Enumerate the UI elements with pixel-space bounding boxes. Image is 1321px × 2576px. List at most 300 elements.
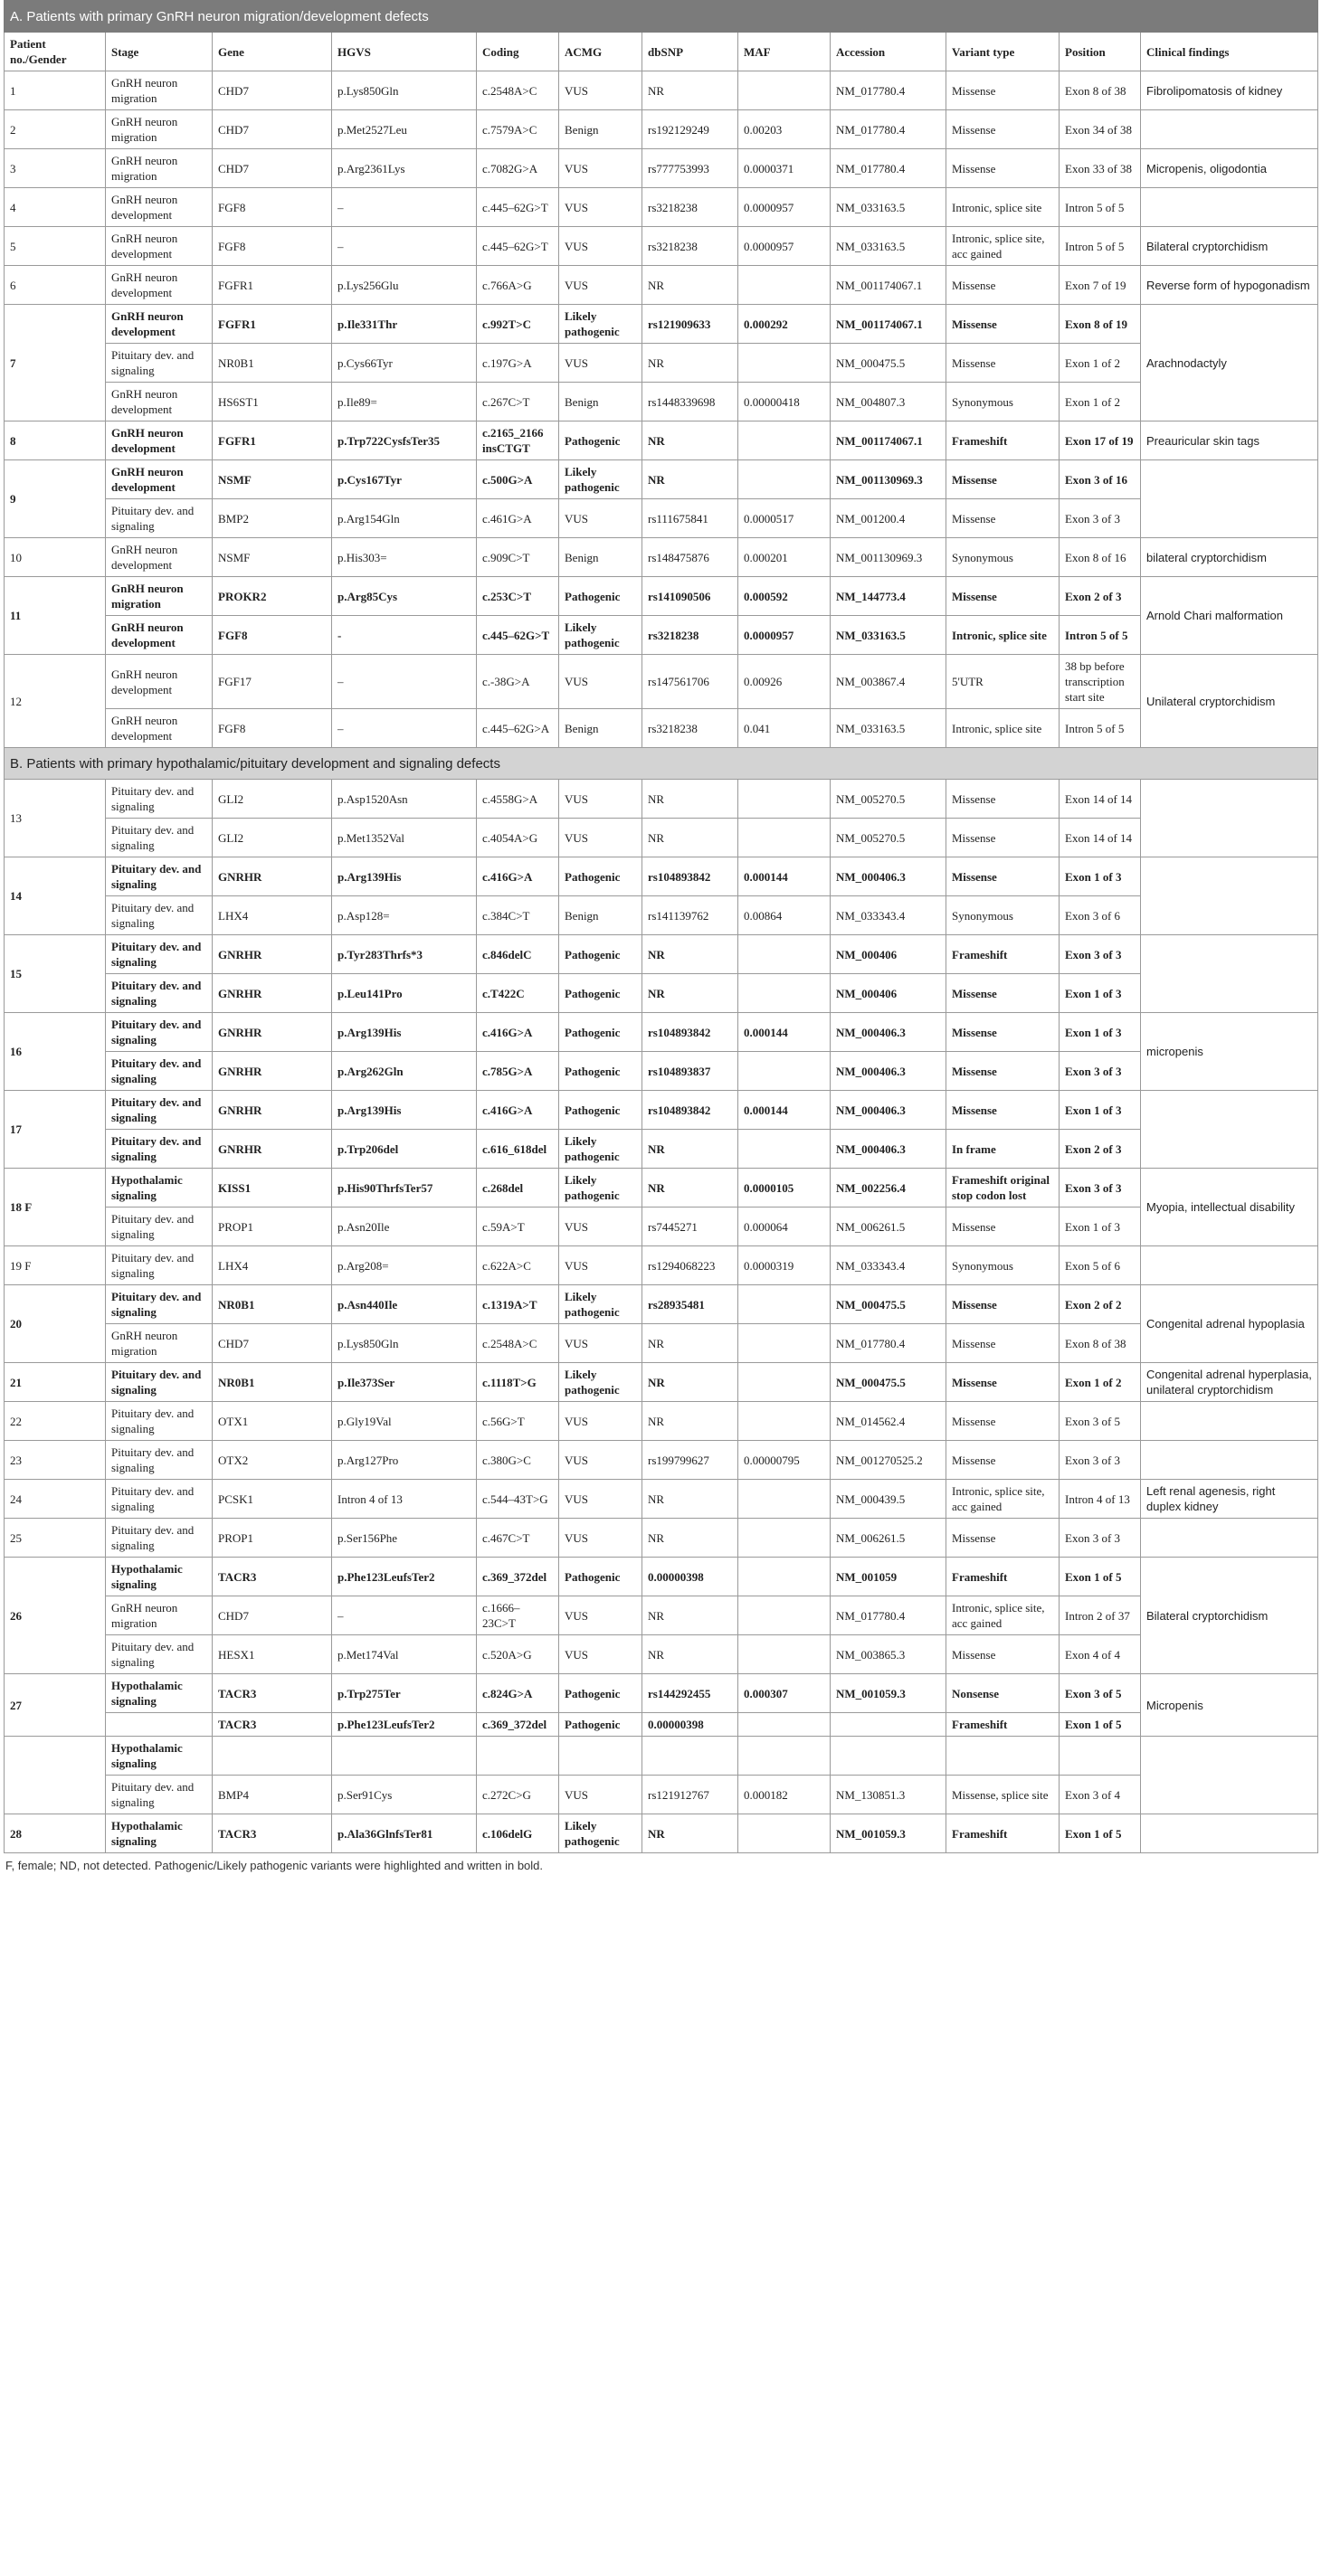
cell-variant-type: In frame xyxy=(946,1130,1060,1169)
cell-stage: Hypothalamic signaling xyxy=(106,1169,213,1208)
clinical-findings xyxy=(1141,780,1318,857)
cell-dbsnp: NR xyxy=(642,1596,738,1635)
cell-gene: PROP1 xyxy=(213,1208,332,1246)
table-row xyxy=(5,1441,1318,1480)
cell-variant-type: Missense xyxy=(946,1052,1060,1091)
cell-dbsnp: NR xyxy=(642,460,738,499)
cell-maf xyxy=(738,1130,831,1169)
cell-coding: c.785G>A xyxy=(477,1052,559,1091)
cell-acmg: VUS xyxy=(559,344,642,383)
cell-maf: 0.0000371 xyxy=(738,149,831,188)
cell-position: Exon 3 of 3 xyxy=(1060,499,1141,538)
cell-gene: CHD7 xyxy=(213,110,332,149)
patient-id: 9 xyxy=(5,460,106,538)
cell-gene: GNRHR xyxy=(213,1130,332,1169)
cell-maf: 0.00926 xyxy=(738,655,831,709)
cell-variant-type: Missense xyxy=(946,266,1060,305)
cell-acmg: Pathogenic xyxy=(559,1013,642,1052)
cell-accession xyxy=(831,1713,946,1737)
cell-position: Exon 4 of 4 xyxy=(1060,1635,1141,1674)
clinical-findings xyxy=(1141,1737,1318,1814)
cell-dbsnp: NR xyxy=(642,1363,738,1402)
cell-accession: NM_017780.4 xyxy=(831,1596,946,1635)
col-header-variant-type: Variant type xyxy=(946,33,1060,71)
cell-gene: OTX1 xyxy=(213,1402,332,1441)
cell-maf xyxy=(738,344,831,383)
cell-acmg: VUS xyxy=(559,1480,642,1519)
cell-maf: 0.000144 xyxy=(738,1091,831,1130)
cell-position: Intron 4 of 13 xyxy=(1060,1480,1141,1519)
cell-variant-type: Missense xyxy=(946,110,1060,149)
cell-maf xyxy=(738,460,831,499)
patient-id: 16 xyxy=(5,1013,106,1091)
cell-hgvs: p.Arg139His xyxy=(332,857,477,896)
cell-coding: c.2165_2166 insCTGT xyxy=(477,421,559,460)
cell-dbsnp: rs28935481 xyxy=(642,1285,738,1324)
cell-coding: c.500G>A xyxy=(477,460,559,499)
cell-position: Exon 1 of 3 xyxy=(1060,974,1141,1013)
cell-accession: NM_001174067.1 xyxy=(831,266,946,305)
cell-position: Exon 14 of 14 xyxy=(1060,819,1141,857)
cell-coding: c.T422C xyxy=(477,974,559,1013)
cell-variant-type: Missense xyxy=(946,1208,1060,1246)
cell-maf xyxy=(738,974,831,1013)
cell-dbsnp xyxy=(642,1737,738,1776)
cell-hgvs: p.Lys256Glu xyxy=(332,266,477,305)
cell-accession: NM_144773.4 xyxy=(831,577,946,616)
cell-gene: NR0B1 xyxy=(213,1285,332,1324)
cell-coding: c.824G>A xyxy=(477,1674,559,1713)
table-row xyxy=(5,577,1318,616)
cell-accession: NM_001059 xyxy=(831,1558,946,1596)
cell-dbsnp: rs192129249 xyxy=(642,110,738,149)
cell-stage: Pituitary dev. and signaling xyxy=(106,1363,213,1402)
clinical-findings: Reverse form of hypogonadism xyxy=(1141,266,1318,305)
cell-hgvs: p.Lys850Gln xyxy=(332,1324,477,1363)
cell-gene: GNRHR xyxy=(213,1052,332,1091)
cell-gene: CHD7 xyxy=(213,149,332,188)
cell-coding: c.7082G>A xyxy=(477,149,559,188)
cell-maf: 0.000292 xyxy=(738,305,831,344)
cell-acmg: VUS xyxy=(559,819,642,857)
cell-coding: c.909C>T xyxy=(477,538,559,577)
cell-coding: c.1118T>G xyxy=(477,1363,559,1402)
cell-gene xyxy=(213,1737,332,1776)
cell-acmg: VUS xyxy=(559,499,642,538)
cell-variant-type: Synonymous xyxy=(946,383,1060,421)
cell-coding: c.384C>T xyxy=(477,896,559,935)
cell-stage: GnRH neuron development xyxy=(106,655,213,709)
cell-acmg: VUS xyxy=(559,1596,642,1635)
table-row xyxy=(5,227,1318,266)
cell-accession: NM_033343.4 xyxy=(831,1246,946,1285)
cell-variant-type: 5'UTR xyxy=(946,655,1060,709)
cell-coding: c.2548A>C xyxy=(477,1324,559,1363)
cell-dbsnp: NR xyxy=(642,1519,738,1558)
cell-dbsnp: NR xyxy=(642,1169,738,1208)
cell-gene: GLI2 xyxy=(213,780,332,819)
cell-coding: c.992T>C xyxy=(477,305,559,344)
cell-gene: NR0B1 xyxy=(213,1363,332,1402)
cell-coding: c.1666–23C>T xyxy=(477,1596,559,1635)
cell-variant-type: Missense xyxy=(946,974,1060,1013)
cell-position: Exon 7 of 19 xyxy=(1060,266,1141,305)
table-row xyxy=(5,421,1318,460)
table-row xyxy=(5,149,1318,188)
cell-stage: GnRH neuron development xyxy=(106,383,213,421)
patient-id: 18 F xyxy=(5,1169,106,1246)
clinical-findings: Fibrolipomatosis of kidney xyxy=(1141,71,1318,110)
cell-hgvs: p.Ser91Cys xyxy=(332,1776,477,1814)
cell-gene: TACR3 xyxy=(213,1713,332,1737)
cell-gene: CHD7 xyxy=(213,1596,332,1635)
cell-acmg: Pathogenic xyxy=(559,1052,642,1091)
cell-acmg: Likely pathogenic xyxy=(559,1130,642,1169)
clinical-findings xyxy=(1141,460,1318,538)
cell-variant-type: Missense xyxy=(946,344,1060,383)
cell-hgvs: p.Arg127Pro xyxy=(332,1441,477,1480)
cell-stage: Pituitary dev. and signaling xyxy=(106,499,213,538)
cell-variant-type: Synonymous xyxy=(946,896,1060,935)
cell-hgvs: p.Trp722CysfsTer35 xyxy=(332,421,477,460)
cell-gene: FGFR1 xyxy=(213,421,332,460)
cell-gene: HS6ST1 xyxy=(213,383,332,421)
table-row xyxy=(5,1324,1318,1363)
cell-gene: OTX2 xyxy=(213,1441,332,1480)
page xyxy=(4,0,1317,1878)
cell-stage: GnRH neuron development xyxy=(106,460,213,499)
cell-position: Intron 5 of 5 xyxy=(1060,709,1141,748)
cell-hgvs: p.Met174Val xyxy=(332,1635,477,1674)
cell-coding: c.520A>G xyxy=(477,1635,559,1674)
cell-coding: c.445–62G>T xyxy=(477,188,559,227)
cell-acmg: VUS xyxy=(559,266,642,305)
clinical-findings: Myopia, intellectual disability xyxy=(1141,1169,1318,1246)
cell-coding: c.416G>A xyxy=(477,1091,559,1130)
cell-hgvs: p.Lys850Gln xyxy=(332,71,477,110)
cell-position: Exon 3 of 4 xyxy=(1060,1776,1141,1814)
cell-variant-type: Intronic, splice site, acc gained xyxy=(946,1480,1060,1519)
cell-position: Exon 8 of 19 xyxy=(1060,305,1141,344)
cell-acmg: VUS xyxy=(559,1402,642,1441)
col-header-hgvs: HGVS xyxy=(332,33,477,71)
cell-dbsnp: rs3218238 xyxy=(642,188,738,227)
cell-position: Exon 1 of 5 xyxy=(1060,1558,1141,1596)
variant-table xyxy=(4,0,1318,1853)
cell-gene: TACR3 xyxy=(213,1674,332,1713)
cell-position: Exon 3 of 6 xyxy=(1060,896,1141,935)
cell-gene: BMP2 xyxy=(213,499,332,538)
cell-gene: GLI2 xyxy=(213,819,332,857)
cell-variant-type: Missense xyxy=(946,1324,1060,1363)
cell-maf xyxy=(738,1596,831,1635)
cell-position: Exon 34 of 38 xyxy=(1060,110,1141,149)
table-row xyxy=(5,974,1318,1013)
cell-variant-type: Intronic, splice site xyxy=(946,709,1060,748)
cell-coding: c.445–62G>T xyxy=(477,616,559,655)
cell-hgvs: p.Ser156Phe xyxy=(332,1519,477,1558)
cell-maf: 0.041 xyxy=(738,709,831,748)
cell-maf: 0.000144 xyxy=(738,857,831,896)
patient-id: 28 xyxy=(5,1814,106,1853)
cell-dbsnp: NR xyxy=(642,266,738,305)
table-row xyxy=(5,1776,1318,1814)
cell-dbsnp: NR xyxy=(642,71,738,110)
cell-stage: Pituitary dev. and signaling xyxy=(106,1285,213,1324)
cell-gene: CHD7 xyxy=(213,71,332,110)
cell-position: Exon 3 of 5 xyxy=(1060,1402,1141,1441)
cell-variant-type: Intronic, splice site xyxy=(946,188,1060,227)
cell-maf xyxy=(738,1324,831,1363)
cell-maf xyxy=(738,1814,831,1853)
cell-coding: c.445–62G>A xyxy=(477,709,559,748)
cell-stage: Hypothalamic signaling xyxy=(106,1814,213,1853)
cell-stage: GnRH neuron migration xyxy=(106,577,213,616)
cell-maf: 0.000144 xyxy=(738,1013,831,1052)
cell-stage: GnRH neuron development xyxy=(106,538,213,577)
table-row xyxy=(5,1013,1318,1052)
cell-maf: 0.000182 xyxy=(738,1776,831,1814)
cell-variant-type: Missense, splice site xyxy=(946,1776,1060,1814)
cell-dbsnp: NR xyxy=(642,1814,738,1853)
cell-acmg: VUS xyxy=(559,1441,642,1480)
cell-acmg: VUS xyxy=(559,780,642,819)
cell-dbsnp: rs104893837 xyxy=(642,1052,738,1091)
cell-hgvs: p.Ala36GlnfsTer81 xyxy=(332,1814,477,1853)
patient-id: 20 xyxy=(5,1285,106,1363)
cell-stage: Pituitary dev. and signaling xyxy=(106,1013,213,1052)
cell-acmg: Pathogenic xyxy=(559,1713,642,1737)
cell-accession: NM_000475.5 xyxy=(831,1285,946,1324)
cell-dbsnp: rs104893842 xyxy=(642,1091,738,1130)
cell-stage: Pituitary dev. and signaling xyxy=(106,344,213,383)
cell-accession: NM_130851.3 xyxy=(831,1776,946,1814)
cell-dbsnp: rs104893842 xyxy=(642,1013,738,1052)
table-row xyxy=(5,71,1318,110)
cell-gene: TACR3 xyxy=(213,1558,332,1596)
cell-maf: 0.0000517 xyxy=(738,499,831,538)
cell-position: Exon 1 of 3 xyxy=(1060,857,1141,896)
cell-dbsnp: NR xyxy=(642,974,738,1013)
cell-coding: c.380G>C xyxy=(477,1441,559,1480)
col-header-maf: MAF xyxy=(738,33,831,71)
cell-acmg: Pathogenic xyxy=(559,421,642,460)
cell-variant-type: Missense xyxy=(946,1441,1060,1480)
table-row xyxy=(5,344,1318,383)
clinical-findings xyxy=(1141,1402,1318,1441)
cell-maf xyxy=(738,1635,831,1674)
cell-stage: GnRH neuron development xyxy=(106,188,213,227)
cell-stage: GnRH neuron migration xyxy=(106,149,213,188)
cell-stage: Pituitary dev. and signaling xyxy=(106,1402,213,1441)
col-header-gene: Gene xyxy=(213,33,332,71)
cell-hgvs: p.Arg2361Lys xyxy=(332,149,477,188)
cell-accession: NM_033163.5 xyxy=(831,227,946,266)
cell-maf: 0.000592 xyxy=(738,577,831,616)
cell-accession: NM_005270.5 xyxy=(831,819,946,857)
cell-position: Exon 1 of 5 xyxy=(1060,1814,1141,1853)
cell-variant-type: Synonymous xyxy=(946,1246,1060,1285)
cell-coding: c.461G>A xyxy=(477,499,559,538)
table-row xyxy=(5,780,1318,819)
cell-maf: 0.00864 xyxy=(738,896,831,935)
cell-variant-type: Intronic, splice site, acc gained xyxy=(946,227,1060,266)
cell-coding: c.253C>T xyxy=(477,577,559,616)
cell-position: Exon 3 of 3 xyxy=(1060,1052,1141,1091)
cell-hgvs: p.His303= xyxy=(332,538,477,577)
col-header-coding: Coding xyxy=(477,33,559,71)
cell-accession: NM_000406.3 xyxy=(831,857,946,896)
cell-accession: NM_000406 xyxy=(831,935,946,974)
cell-variant-type: Missense xyxy=(946,1091,1060,1130)
cell-stage: Pituitary dev. and signaling xyxy=(106,1208,213,1246)
table-row xyxy=(5,1285,1318,1324)
cell-coding: c.445–62G>T xyxy=(477,227,559,266)
cell-coding: c.544–43T>G xyxy=(477,1480,559,1519)
cell-accession: NM_033343.4 xyxy=(831,896,946,935)
cell-accession: NM_002256.4 xyxy=(831,1169,946,1208)
cell-coding: c.467C>T xyxy=(477,1519,559,1558)
table-row xyxy=(5,460,1318,499)
table-row xyxy=(5,266,1318,305)
cell-dbsnp: NR xyxy=(642,819,738,857)
cell-coding: c.4054A>G xyxy=(477,819,559,857)
cell-stage: Pituitary dev. and signaling xyxy=(106,1519,213,1558)
cell-acmg: Benign xyxy=(559,383,642,421)
patient-id: 5 xyxy=(5,227,106,266)
table-row xyxy=(5,1635,1318,1674)
cell-dbsnp: rs148475876 xyxy=(642,538,738,577)
cell-accession: NM_001270525.2 xyxy=(831,1441,946,1480)
patient-id: 4 xyxy=(5,188,106,227)
patient-id: 24 xyxy=(5,1480,106,1519)
cell-position: Exon 1 of 3 xyxy=(1060,1091,1141,1130)
cell-gene: GNRHR xyxy=(213,974,332,1013)
patient-id: 23 xyxy=(5,1441,106,1480)
table-row xyxy=(5,1363,1318,1402)
table-row xyxy=(5,499,1318,538)
clinical-findings: Congenital adrenal hyperplasia, unilateral cryptorchidism xyxy=(1141,1363,1318,1402)
cell-position: Exon 3 of 3 xyxy=(1060,1169,1141,1208)
patient-id: 27 xyxy=(5,1674,106,1737)
cell-position: Exon 1 of 2 xyxy=(1060,383,1141,421)
cell-position: Exon 1 of 2 xyxy=(1060,344,1141,383)
cell-variant-type: Missense xyxy=(946,460,1060,499)
cell-variant-type: Frameshift original stop codon lost xyxy=(946,1169,1060,1208)
cell-dbsnp: rs3218238 xyxy=(642,616,738,655)
cell-acmg: Likely pathogenic xyxy=(559,1285,642,1324)
cell-stage: Hypothalamic signaling xyxy=(106,1558,213,1596)
clinical-findings xyxy=(1141,935,1318,1013)
cell-stage: Pituitary dev. and signaling xyxy=(106,1052,213,1091)
cell-position: Exon 3 of 3 xyxy=(1060,1519,1141,1558)
cell-maf: 0.000064 xyxy=(738,1208,831,1246)
cell-variant-type: Missense xyxy=(946,1013,1060,1052)
cell-hgvs: p.Leu141Pro xyxy=(332,974,477,1013)
table-row xyxy=(5,1737,1318,1776)
cell-gene: GNRHR xyxy=(213,1013,332,1052)
cell-gene: PCSK1 xyxy=(213,1480,332,1519)
cell-hgvs: p.Cys167Tyr xyxy=(332,460,477,499)
cell-hgvs: p.Asp1520Asn xyxy=(332,780,477,819)
clinical-findings: Unilateral cryptorchidism xyxy=(1141,655,1318,748)
cell-hgvs: Intron 4 of 13 xyxy=(332,1480,477,1519)
cell-acmg: VUS xyxy=(559,1208,642,1246)
table-row xyxy=(5,110,1318,149)
cell-hgvs: p.Asn20Ile xyxy=(332,1208,477,1246)
cell-variant-type: Missense xyxy=(946,149,1060,188)
cell-position: Exon 3 of 3 xyxy=(1060,935,1141,974)
table-row xyxy=(5,896,1318,935)
cell-dbsnp: NR xyxy=(642,780,738,819)
cell-maf: 0.0000105 xyxy=(738,1169,831,1208)
patient-id: 12 xyxy=(5,655,106,748)
cell-accession: NM_000439.5 xyxy=(831,1480,946,1519)
cell-stage: GnRH neuron development xyxy=(106,266,213,305)
cell-hgvs: p.Cys66Tyr xyxy=(332,344,477,383)
cell-variant-type: Synonymous xyxy=(946,538,1060,577)
cell-position: Intron 5 of 5 xyxy=(1060,227,1141,266)
clinical-findings: bilateral cryptorchidism xyxy=(1141,538,1318,577)
cell-stage: GnRH neuron development xyxy=(106,305,213,344)
cell-variant-type: Frameshift xyxy=(946,1713,1060,1737)
cell-dbsnp: rs1294068223 xyxy=(642,1246,738,1285)
cell-accession: NM_017780.4 xyxy=(831,110,946,149)
cell-stage: Pituitary dev. and signaling xyxy=(106,935,213,974)
cell-accession: NM_000406.3 xyxy=(831,1052,946,1091)
table-row xyxy=(5,188,1318,227)
cell-accession: NM_017780.4 xyxy=(831,71,946,110)
cell-stage: Pituitary dev. and signaling xyxy=(106,1091,213,1130)
cell-variant-type: Frameshift xyxy=(946,1814,1060,1853)
cell-variant-type: Missense xyxy=(946,1519,1060,1558)
clinical-findings: Micropenis, oligodontia xyxy=(1141,149,1318,188)
cell-acmg: VUS xyxy=(559,71,642,110)
cell-gene: LHX4 xyxy=(213,896,332,935)
cell-maf xyxy=(738,1519,831,1558)
table-row xyxy=(5,857,1318,896)
patient-id: 15 xyxy=(5,935,106,1013)
cell-hgvs: p.Phe123LeufsTer2 xyxy=(332,1713,477,1737)
table-row xyxy=(5,1130,1318,1169)
cell-gene: FGFR1 xyxy=(213,266,332,305)
cell-gene: FGF8 xyxy=(213,227,332,266)
table-row xyxy=(5,1402,1318,1441)
col-header-clinical: Clinical findings xyxy=(1141,33,1318,71)
cell-hgvs: – xyxy=(332,655,477,709)
cell-acmg: VUS xyxy=(559,188,642,227)
table-row xyxy=(5,383,1318,421)
cell-gene: GNRHR xyxy=(213,935,332,974)
patient-id: 1 xyxy=(5,71,106,110)
cell-accession: NM_001174067.1 xyxy=(831,421,946,460)
cell-stage: GnRH neuron migration xyxy=(106,110,213,149)
cell-maf xyxy=(738,1285,831,1324)
cell-accession: NM_000475.5 xyxy=(831,344,946,383)
cell-accession: NM_000406.3 xyxy=(831,1091,946,1130)
cell-accession: NM_000475.5 xyxy=(831,1363,946,1402)
cell-maf xyxy=(738,1402,831,1441)
cell-position: Exon 14 of 14 xyxy=(1060,780,1141,819)
cell-gene: FGFR1 xyxy=(213,305,332,344)
cell-coding: c.7579A>C xyxy=(477,110,559,149)
cell-position: Exon 1 of 5 xyxy=(1060,1713,1141,1737)
column-header-row xyxy=(5,33,1318,71)
clinical-findings: Left renal agenesis, right duplex kidney xyxy=(1141,1480,1318,1519)
cell-coding: c.59A>T xyxy=(477,1208,559,1246)
table-row xyxy=(5,1814,1318,1853)
cell-coding: c.616_618del xyxy=(477,1130,559,1169)
